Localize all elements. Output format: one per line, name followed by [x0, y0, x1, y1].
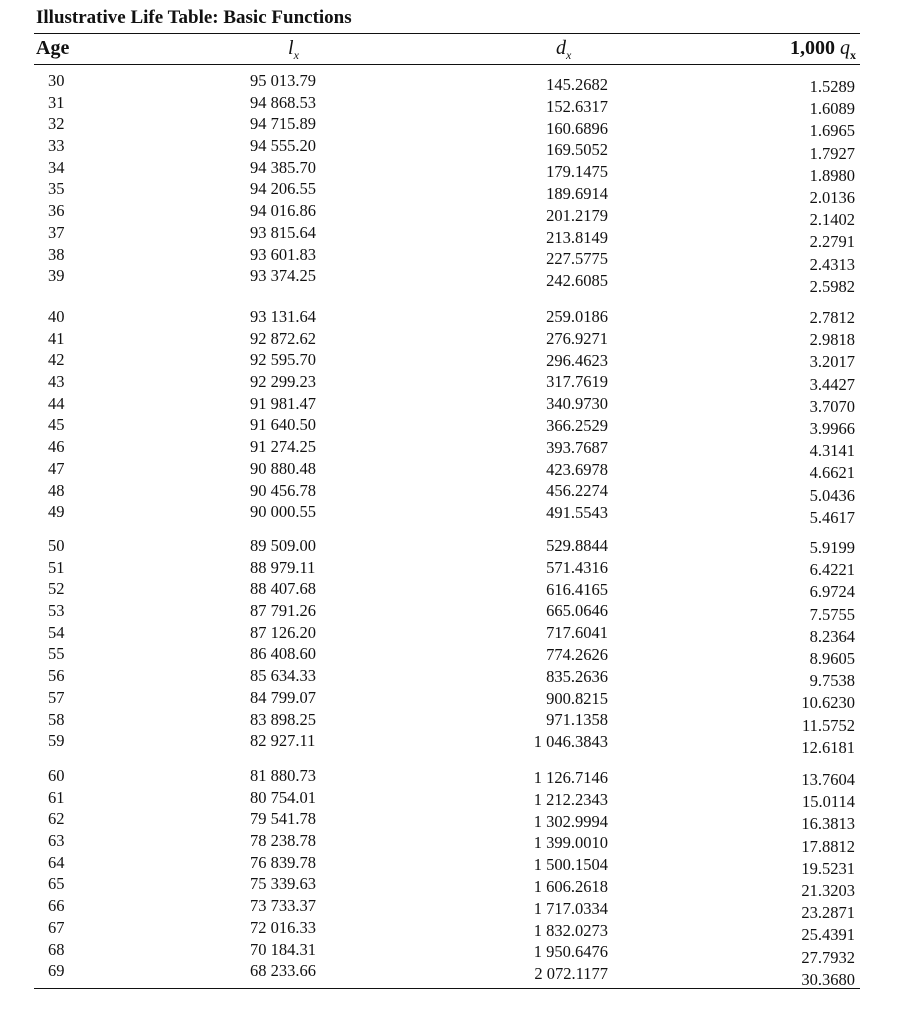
header-dx-var: d [556, 37, 566, 59]
cell-dx: 296.4623 [546, 350, 608, 370]
cell-qx: 16.3813 [801, 814, 855, 834]
cell-dx: 774.2626 [546, 644, 608, 664]
cell-dx: 1 399.0010 [533, 833, 608, 853]
column-age-group-2 [48, 535, 88, 752]
cell-dx: 717.6041 [546, 623, 608, 643]
header-lx-sub: x [293, 48, 299, 62]
header-qx [790, 37, 856, 63]
cell-dx: 340.9730 [546, 394, 608, 414]
cell-qx: 8.2364 [809, 626, 855, 646]
column-qx-group-0 [720, 76, 855, 298]
cell-qx: 25.4391 [801, 925, 855, 945]
cell-lx: 94 715.89 [250, 114, 316, 134]
cell-qx: 3.4427 [809, 374, 855, 394]
column-lx-group-1 [250, 306, 410, 523]
cell-lx: 72 016.33 [250, 917, 316, 937]
cell-dx: 1 126.7146 [533, 768, 608, 787]
cell-qx: 5.0436 [809, 485, 855, 505]
cell-age: 47 [48, 458, 65, 478]
cell-dx: 835.2636 [546, 666, 608, 686]
header-dx-sub: x [566, 48, 572, 62]
cell-dx: 491.5543 [546, 503, 608, 523]
cell-age: 32 [48, 114, 65, 134]
cell-age: 69 [48, 961, 65, 981]
cell-age: 38 [48, 244, 65, 264]
cell-age: 40 [48, 307, 65, 326]
cell-dx: 393.7687 [546, 437, 608, 457]
cell-dx: 242.6085 [546, 271, 608, 291]
cell-age: 67 [48, 917, 65, 937]
cell-lx: 73 733.37 [250, 896, 316, 916]
cell-dx: 145.2682 [546, 75, 608, 94]
cell-lx: 93 815.64 [250, 222, 316, 242]
cell-qx: 2.2791 [809, 232, 855, 252]
cell-age: 33 [48, 136, 65, 156]
cell-qx: 2.9818 [809, 330, 855, 350]
cell-dx: 423.6978 [546, 459, 608, 479]
cell-dx: 1 606.2618 [533, 876, 608, 896]
cell-dx: 900.8215 [546, 688, 608, 708]
cell-qx: 27.7932 [801, 947, 855, 967]
cell-dx: 571.4316 [546, 557, 608, 577]
cell-dx: 201.2179 [546, 205, 608, 225]
cell-qx: 11.5752 [801, 715, 855, 735]
column-lx-group-3 [250, 765, 410, 982]
cell-dx: 1 212.2343 [533, 789, 608, 809]
cell-qx: 6.4221 [809, 560, 855, 580]
cell-qx: 1.8980 [809, 165, 855, 185]
cell-qx: 5.4617 [809, 507, 855, 527]
cell-qx: 3.9966 [809, 418, 855, 438]
cell-lx: 87 126.20 [250, 622, 316, 642]
cell-dx: 1 717.0334 [533, 898, 608, 918]
header-lx [288, 37, 299, 63]
cell-age: 51 [48, 557, 65, 577]
cell-qx: 1.7927 [809, 143, 855, 163]
cell-lx: 94 868.53 [250, 92, 316, 112]
cell-lx: 91 274.25 [250, 437, 316, 457]
cell-dx: 529.8844 [546, 536, 608, 555]
cell-qx: 13.7604 [801, 770, 855, 789]
cell-dx: 179.1475 [546, 162, 608, 182]
cell-lx: 90 456.78 [250, 480, 316, 500]
cell-qx: 8.9605 [809, 648, 855, 668]
cell-lx: 80 754.01 [250, 787, 316, 807]
cell-lx: 78 238.78 [250, 831, 316, 851]
cell-lx: 87 791.26 [250, 601, 316, 621]
column-qx-group-1 [720, 307, 855, 529]
cell-qx: 2.7812 [809, 308, 855, 327]
column-qx-group-2 [720, 537, 855, 759]
cell-age: 55 [48, 644, 65, 664]
cell-lx: 79 541.78 [250, 809, 316, 829]
cell-age: 65 [48, 874, 65, 894]
cell-age: 34 [48, 157, 65, 177]
cell-age: 36 [48, 201, 65, 221]
cell-age: 31 [48, 92, 65, 112]
cell-qx: 2.5982 [809, 276, 855, 296]
cell-dx: 189.6914 [546, 183, 608, 203]
cell-qx: 12.6181 [801, 737, 855, 757]
cell-dx: 259.0186 [546, 307, 608, 326]
cell-age: 63 [48, 831, 65, 851]
header-age: Age [36, 37, 70, 59]
cell-age: 44 [48, 393, 65, 413]
cell-lx: 92 595.70 [250, 350, 316, 370]
cell-qx: 21.3203 [801, 880, 855, 900]
cell-qx: 5.9199 [809, 538, 855, 557]
cell-age: 58 [48, 709, 65, 729]
cell-lx: 92 872.62 [250, 328, 316, 348]
cell-qx: 2.4313 [809, 254, 855, 274]
cell-lx: 93 131.64 [250, 307, 316, 326]
cell-dx: 227.5775 [546, 249, 608, 269]
cell-age: 56 [48, 666, 65, 686]
column-age-group-0 [48, 70, 88, 287]
cell-lx: 81 880.73 [250, 766, 316, 785]
cell-age: 43 [48, 372, 65, 392]
cell-lx: 88 979.11 [250, 557, 316, 577]
cell-dx: 1 832.0273 [533, 920, 608, 940]
cell-lx: 90 000.55 [250, 502, 316, 522]
cell-dx: 665.0646 [546, 601, 608, 621]
cell-lx: 94 555.20 [250, 136, 316, 156]
cell-dx: 152.6317 [546, 96, 608, 116]
cell-age: 54 [48, 622, 65, 642]
header-qx-prefix: 1,000 [790, 37, 835, 59]
column-lx-group-0 [250, 70, 410, 287]
column-dx-group-3 [470, 767, 608, 985]
cell-lx: 91 640.50 [250, 415, 316, 435]
cell-lx: 91 981.47 [250, 393, 316, 413]
cell-lx: 94 385.70 [250, 157, 316, 177]
cell-lx: 94 016.86 [250, 201, 316, 221]
cell-age: 30 [48, 71, 65, 90]
header-qx-var: q [840, 37, 850, 59]
column-dx-group-2 [470, 535, 608, 753]
cell-dx: 2 072.1177 [534, 964, 608, 984]
cell-qx: 2.1402 [809, 210, 855, 230]
bottom-rule [34, 988, 860, 989]
cell-lx: 75 339.63 [250, 874, 316, 894]
cell-qx: 23.2871 [801, 903, 855, 923]
cell-lx: 86 408.60 [250, 644, 316, 664]
cell-dx: 213.8149 [546, 227, 608, 247]
cell-qx: 7.5755 [809, 604, 855, 624]
cell-dx: 160.6896 [546, 118, 608, 138]
cell-qx: 30.3680 [801, 969, 855, 989]
cell-age: 68 [48, 939, 65, 959]
cell-dx: 456.2274 [546, 481, 608, 501]
cell-age: 61 [48, 787, 65, 807]
cell-qx: 19.5231 [801, 858, 855, 878]
cell-dx: 1 046.3843 [533, 732, 608, 752]
cell-lx: 90 880.48 [250, 458, 316, 478]
cell-qx: 6.9724 [809, 582, 855, 602]
cell-lx: 82 927.11 [250, 731, 316, 751]
column-qx-group-3 [720, 769, 855, 991]
cell-qx: 9.7538 [809, 671, 855, 691]
cell-dx: 1 302.9994 [533, 811, 608, 831]
cell-age: 46 [48, 437, 65, 457]
cell-dx: 317.7619 [546, 372, 608, 392]
cell-age: 42 [48, 350, 65, 370]
cell-age: 37 [48, 222, 65, 242]
cell-qx: 1.5289 [809, 77, 855, 96]
cell-dx: 1 950.6476 [533, 942, 608, 962]
cell-qx: 1.6965 [809, 121, 855, 141]
cell-lx: 95 013.79 [250, 71, 316, 90]
cell-qx: 3.7070 [809, 396, 855, 416]
cell-age: 64 [48, 852, 65, 872]
cell-dx: 276.9271 [546, 328, 608, 348]
column-lx-group-2 [250, 535, 410, 752]
cell-dx: 616.4165 [546, 579, 608, 599]
cell-qx: 4.6621 [809, 463, 855, 483]
cell-dx: 169.5052 [546, 140, 608, 160]
column-dx-group-1 [470, 306, 608, 524]
cell-lx: 93 374.25 [250, 266, 316, 286]
cell-qx: 4.3141 [809, 441, 855, 461]
cell-dx: 1 500.1504 [533, 855, 608, 875]
cell-qx: 2.0136 [809, 187, 855, 207]
cell-lx: 89 509.00 [250, 536, 316, 555]
cell-qx: 17.8812 [801, 836, 855, 856]
cell-age: 52 [48, 579, 65, 599]
cell-lx: 84 799.07 [250, 687, 316, 707]
cell-age: 62 [48, 809, 65, 829]
cell-age: 53 [48, 601, 65, 621]
cell-age: 35 [48, 179, 65, 199]
cell-qx: 15.0114 [801, 792, 855, 812]
cell-lx: 94 206.55 [250, 179, 316, 199]
cell-dx: 366.2529 [546, 415, 608, 435]
column-age-group-1 [48, 306, 88, 523]
cell-age: 49 [48, 502, 65, 522]
table-title: Illustrative Life Table: Basic Functions [36, 7, 352, 28]
cell-qx: 10.6230 [801, 693, 855, 713]
column-age-group-3 [48, 765, 88, 982]
cell-age: 41 [48, 328, 65, 348]
column-dx-group-0 [470, 74, 608, 292]
cell-dx: 971.1358 [546, 710, 608, 730]
cell-lx: 93 601.83 [250, 244, 316, 264]
cell-qx: 3.2017 [809, 352, 855, 372]
cell-lx: 70 184.31 [250, 939, 316, 959]
cell-lx: 92 299.23 [250, 372, 316, 392]
top-rule [34, 33, 860, 34]
header-lx-var: l [288, 37, 294, 59]
cell-age: 39 [48, 266, 65, 286]
cell-age: 60 [48, 766, 65, 785]
header-dx [556, 37, 571, 63]
cell-age: 66 [48, 896, 65, 916]
cell-age: 57 [48, 687, 65, 707]
cell-lx: 68 233.66 [250, 961, 316, 981]
cell-age: 59 [48, 731, 65, 751]
cell-age: 48 [48, 480, 65, 500]
cell-lx: 76 839.78 [250, 852, 316, 872]
cell-qx: 1.6089 [809, 99, 855, 119]
cell-age: 45 [48, 415, 65, 435]
cell-lx: 83 898.25 [250, 709, 316, 729]
cell-age: 50 [48, 536, 65, 555]
cell-lx: 88 407.68 [250, 579, 316, 599]
cell-lx: 85 634.33 [250, 666, 316, 686]
header-qx-sub: x [850, 48, 856, 62]
header-rule [34, 64, 860, 65]
